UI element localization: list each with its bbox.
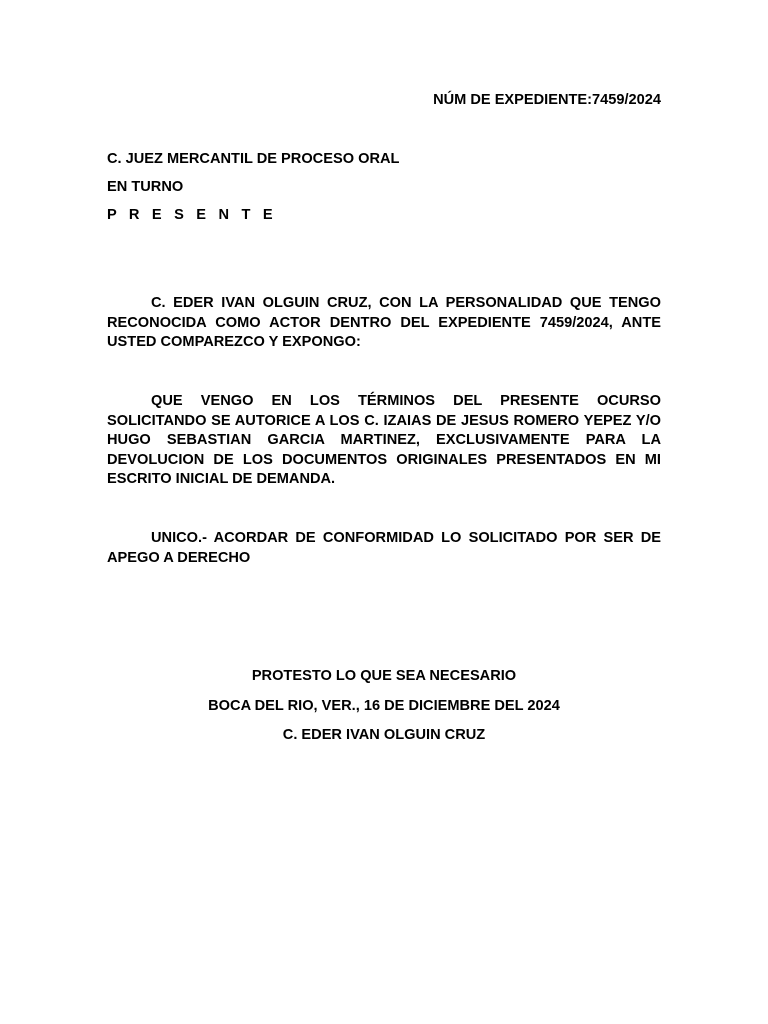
body-paragraph-petition: UNICO.- ACORDAR DE CONFORMIDAD LO SOLICITADO POR SER DE APEGO A DERECHO: [107, 530, 661, 566]
addressee-present: P R E S E N T E: [107, 207, 277, 223]
body-paragraph-request: QUE VENGO EN LOS TÉRMINOS DEL PRESENTE OCURSO SOLICITANDO SE AUTORICE A LOS C. IZAIAS DE JESUS ROMERO YEPEZ Y/O HUGO SEBASTIAN GARCIA MARTINEZ, EXCLUSIVAMENTE PARA LA DEVOLUCION DE LOS DOCUMENTOS ORIGINALES PRESENTADOS EN MI ESCRITO INICIAL DE DEMANDA.: [107, 393, 661, 487]
case-number: NÚM DE EXPEDIENTE:7459/2024: [433, 92, 661, 108]
addressee-turn: EN TURNO: [107, 179, 184, 195]
closing-signatory: C. EDER IVAN OLGUIN CRUZ: [282, 727, 486, 743]
addressee-judge: C. JUEZ MERCANTIL DE PROCESO ORAL: [107, 151, 400, 167]
closing-protest: PROTESTO LO QUE SEA NECESARIO: [251, 668, 517, 684]
closing-place-date: BOCA DEL RIO, VER., 16 DE DICIEMBRE DEL 2024: [208, 698, 560, 714]
body-paragraph-intro: C. EDER IVAN OLGUIN CRUZ, CON LA PERSONALIDAD QUE TENGO RECONOCIDA COMO ACTOR DENTRO DEL EXPEDIENTE 7459/2024, ANTE USTED COMPAREZCO Y EXPONGO:: [107, 295, 661, 350]
